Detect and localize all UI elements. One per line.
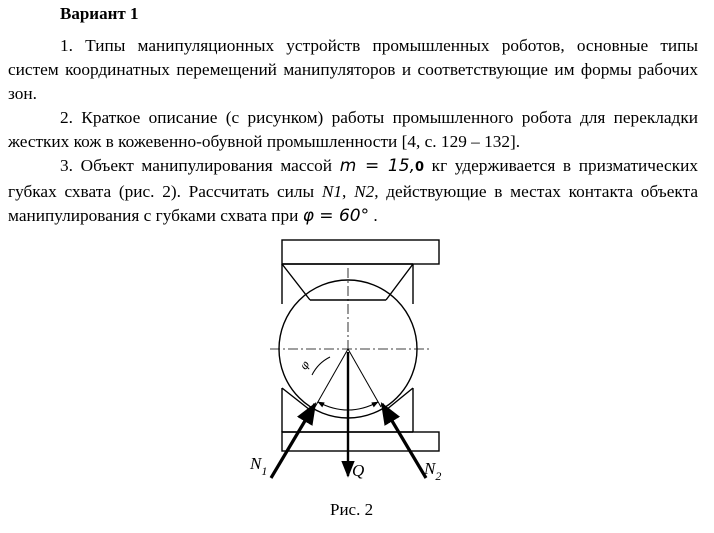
force-n2-text: N2	[354, 182, 375, 201]
label-n1: $N_1$	[250, 454, 268, 478]
item3-text-3: , действующие в местах контакта объекта манипулирования с губками схвата при	[8, 182, 698, 225]
upper-prism-v	[282, 264, 413, 300]
item3-text-1: 3. Объект манипулирования массой	[60, 156, 333, 175]
force-n1-text: N1	[321, 182, 343, 201]
angle-construction	[312, 349, 381, 410]
angle-ray-left	[315, 349, 348, 407]
force-arrows	[271, 352, 426, 478]
label-q: Q	[352, 461, 365, 480]
task-item-2: 2. Краткое описание (с рисунком) работы промышленного робота для перекладки жестких кож в кожевенно-обувной промышленности [4, с. 129 – 132].	[8, 108, 698, 151]
phi-arc	[312, 357, 330, 375]
force-arrow-n2	[382, 404, 426, 478]
upper-jaw-bar	[282, 240, 439, 264]
center-lines	[270, 268, 432, 430]
task-item-3: 3. Объект манипулирования массой m = 15,0 кг удерживается в призматических губках схвата (рис. 2). Рассчитать силы N1, N2, действующие в местах контакта объекта манипулирования с губками схвата при φ = 60° .	[8, 156, 699, 226]
angle-ray-right	[348, 349, 381, 407]
figure-caption: Рис. 2	[330, 500, 374, 519]
angle-formula: φ = 60°	[302, 206, 370, 226]
variant-heading: Вариант 1	[60, 4, 139, 23]
force-arrow-n1	[271, 404, 315, 478]
mass-formula: m = 15,0	[339, 156, 425, 176]
lower-jaw-bar	[282, 432, 439, 451]
item3-ending: .	[373, 206, 378, 225]
item3-text-2: кг удерживается в призматических губках схвата (рис. 2). Рассчитать силы	[8, 156, 699, 201]
label-n2: $N_2$	[424, 459, 442, 483]
task-item-1: 1. Типы манипуляционных устройств промышленных роботов, основные типы систем координатных перемещений манипуляторов и соответствующие им формы рабочих зон.	[8, 36, 698, 103]
phi-label: φ	[297, 358, 313, 373]
